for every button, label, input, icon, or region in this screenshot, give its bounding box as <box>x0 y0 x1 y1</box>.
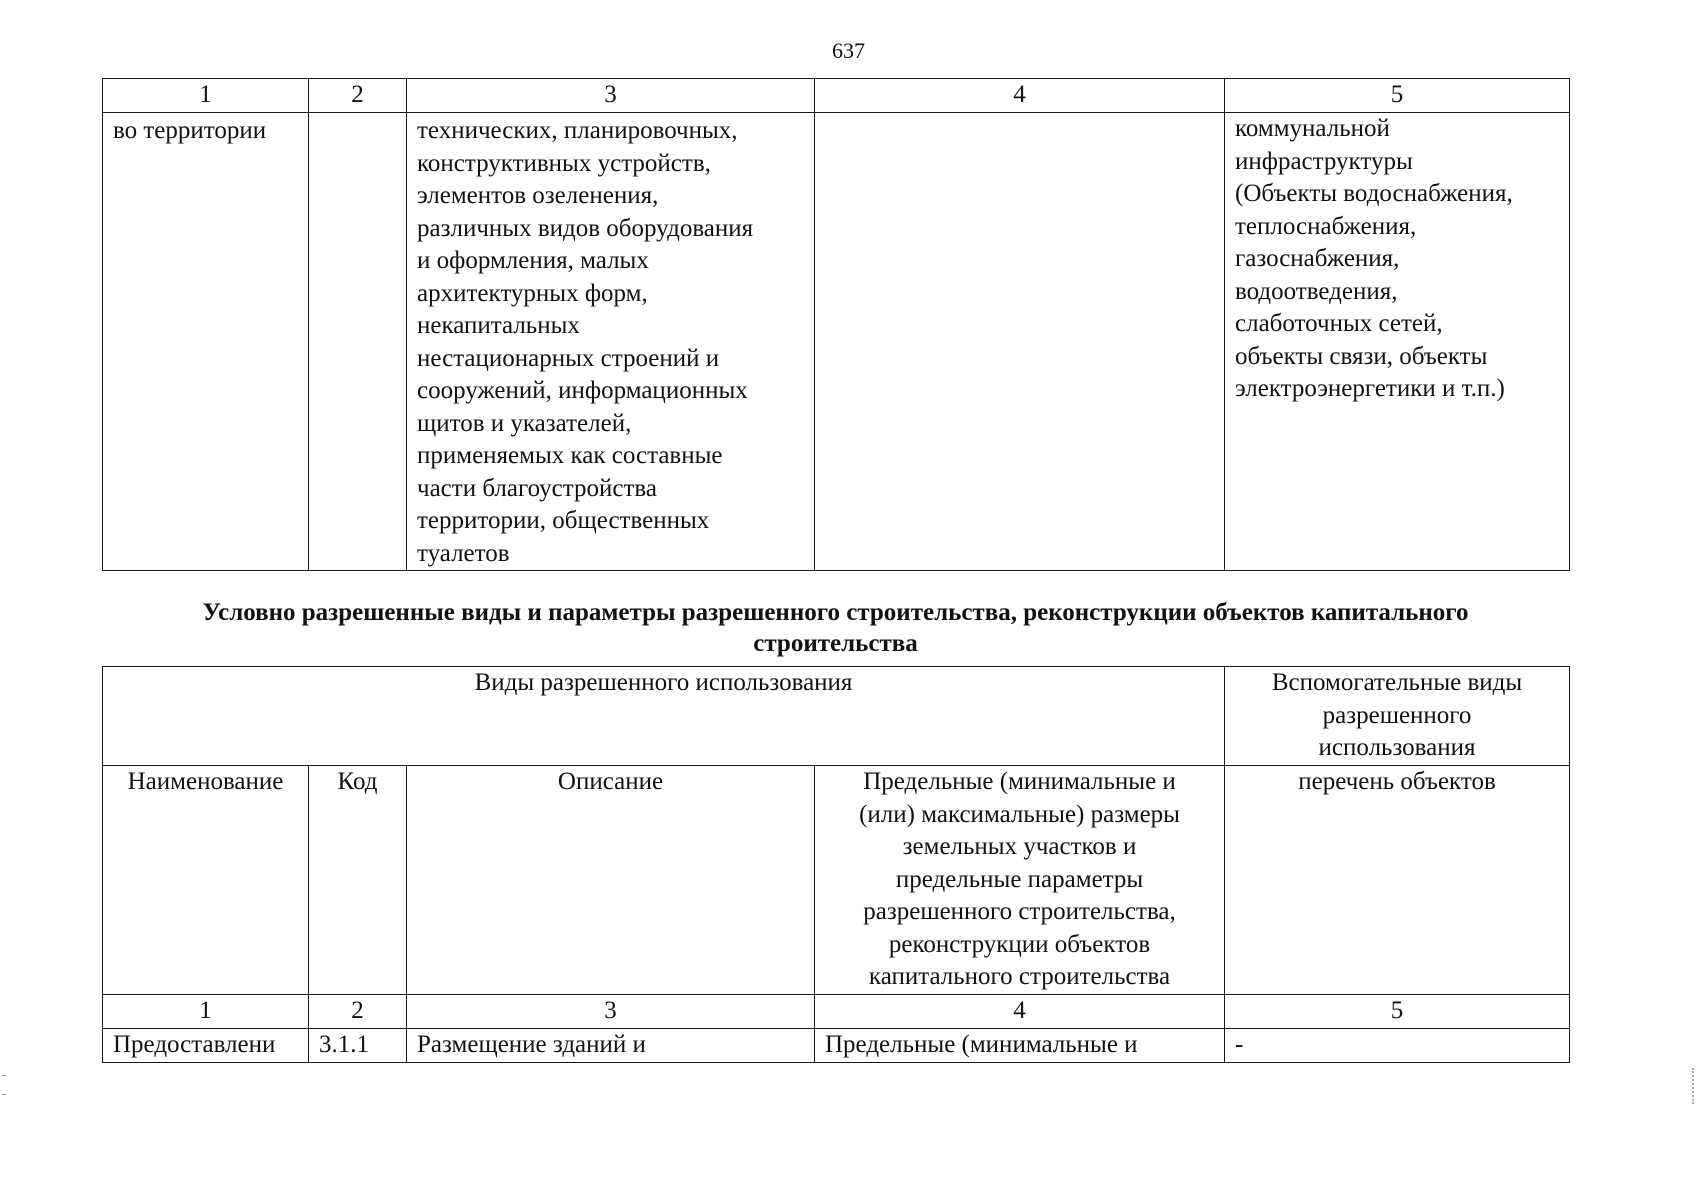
cell-line: Вспомогательные виды <box>1271 669 1523 696</box>
scan-edge-mark <box>2 1075 6 1095</box>
cell-line: конструктивных устройств, <box>417 149 711 177</box>
cell-line: (или) максимальные) размеры <box>859 800 1180 828</box>
code-cell <box>309 113 407 571</box>
group-header-aux <box>1225 667 1570 766</box>
column-header-row <box>103 766 1570 995</box>
cell-line: Предельные (минимальные и <box>863 768 1176 795</box>
cell-line: капитального строительства <box>868 963 1171 990</box>
name-cell <box>103 113 309 571</box>
column-number: 4 <box>815 79 1225 113</box>
limits-cell: Предельные (минимальные и <box>815 1028 1225 1062</box>
column-header-name: Наименование <box>103 766 309 995</box>
column-header-description: Описание <box>407 766 815 995</box>
column-number: 3 <box>407 995 815 1029</box>
cell-line: разрешенного строительства, <box>863 898 1176 925</box>
cell-line: теплоснабжения, <box>1235 212 1417 240</box>
cell-line: электроэнергетики и т.п.) <box>1235 375 1505 402</box>
scan-edge-mark <box>1692 1068 1697 1104</box>
description-cell <box>407 113 815 571</box>
column-header-objects: перечень объектов <box>1225 766 1570 995</box>
cell-line: некапитальных <box>417 312 580 339</box>
cell-line: коммунальной <box>1235 115 1390 142</box>
cell-line: части благоустройства <box>417 474 657 502</box>
cell-line: и оформления, малых <box>417 247 649 274</box>
section-heading-line: строительства <box>753 630 918 657</box>
limits-cell <box>815 113 1225 571</box>
column-number-row <box>103 995 1570 1029</box>
description-cell: Размещение зданий и <box>407 1028 815 1062</box>
cell-line: объекты связи, объекты <box>1235 342 1488 370</box>
continued-zoning-table <box>102 78 1570 571</box>
objects-cell: - <box>1225 1028 1570 1062</box>
column-number: 2 <box>309 995 407 1029</box>
cell-line: различных видов оборудования <box>417 214 754 242</box>
column-header-code: Код <box>309 766 407 995</box>
column-number-row <box>103 79 1570 113</box>
cell-line: применяемых как составные <box>417 442 723 469</box>
cell-line: элементов озеленения, <box>417 182 659 209</box>
column-number: 1 <box>103 79 309 113</box>
conditional-use-table <box>102 666 1570 1063</box>
group-header-main: Виды разрешенного использования <box>103 667 1225 766</box>
table-row <box>103 1028 1570 1062</box>
cell-line: предельные параметры <box>895 865 1144 893</box>
column-number: 5 <box>1225 79 1570 113</box>
cell-line: во территории <box>113 117 267 144</box>
column-number: 2 <box>309 79 407 113</box>
column-number: 5 <box>1225 995 1570 1029</box>
column-number: 4 <box>815 995 1225 1029</box>
cell-line: инфраструктуры <box>1235 147 1413 175</box>
cell-line: архитектурных форм, <box>417 279 648 307</box>
section-heading <box>102 597 1569 659</box>
cell-line: разрешенного <box>1322 701 1472 729</box>
cell-line: реконструкции объектов <box>888 930 1151 958</box>
cell-line: сооружений, информационных <box>417 377 748 404</box>
column-header-limits <box>815 766 1225 995</box>
group-header-row <box>103 667 1570 766</box>
cell-line: использования <box>1318 734 1476 761</box>
cell-line: туалетов <box>417 539 510 567</box>
column-number: 3 <box>407 79 815 113</box>
code-cell: 3.1.1 <box>309 1028 407 1062</box>
objects-cell <box>1225 113 1570 571</box>
column-number: 1 <box>103 995 309 1029</box>
cell-line: слаботочных сетей, <box>1235 310 1443 337</box>
cell-line: газоснабжения, <box>1235 245 1400 272</box>
page-number: 637 <box>832 38 865 63</box>
cell-line: территории, общественных <box>417 507 710 534</box>
cell-line: щитов и указателей, <box>417 409 632 437</box>
cell-line: водоотведения, <box>1235 277 1398 305</box>
cell-line: земельных участков и <box>902 833 1137 860</box>
cell-line: технических, планировочных, <box>417 117 738 144</box>
section-heading-line: Условно разрешенные виды и параметры разрешенного строительства, реконструкции объектов капитального <box>202 599 1469 626</box>
name-cell: Предоставлени <box>103 1028 309 1062</box>
cell-line: нестационарных строений и <box>417 344 720 372</box>
table-row <box>103 113 1570 571</box>
cell-line: (Объекты водоснабжения, <box>1235 180 1513 207</box>
